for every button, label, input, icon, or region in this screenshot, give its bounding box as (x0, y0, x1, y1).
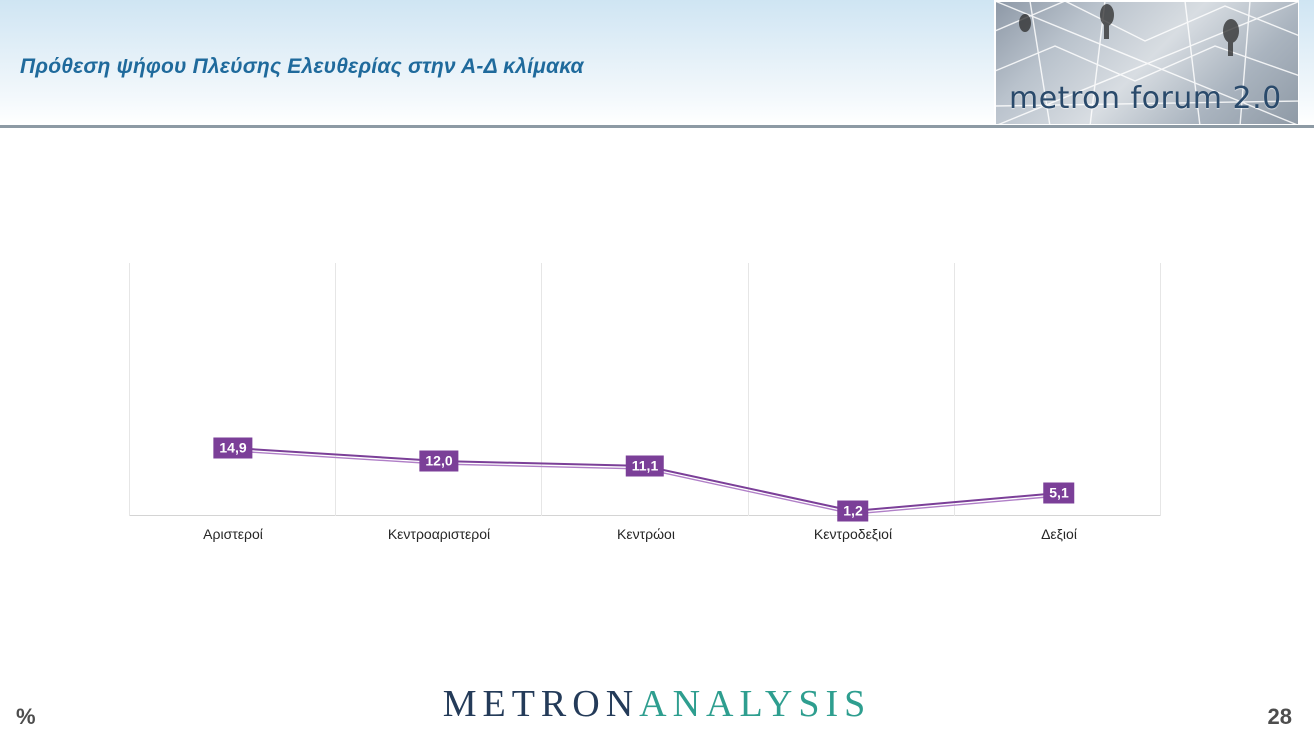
x-tick-label: Κεντροδεξιοί (813, 526, 893, 542)
x-tick-label: Δεξιοί (1041, 526, 1077, 542)
percent-symbol: % (16, 704, 36, 729)
page-title: Πρόθεση ψήφου Πλεύσης Ελευθερίας στην Α-Δ κλίμακα (20, 55, 584, 78)
data-label: 12,0 (419, 451, 458, 472)
data-label: 1,2 (837, 501, 868, 522)
page-number: 28 (1267, 704, 1292, 729)
series-line (129, 263, 1161, 516)
x-axis-labels (129, 526, 1161, 550)
wordmark-part-metron: METRON (442, 683, 640, 725)
logo-wordmark: metron forum 2.0 (1009, 81, 1282, 116)
wordmark-part-analysis: ANALYSIS (639, 683, 872, 725)
x-tick-label: Κεντρώοι (617, 526, 675, 542)
data-label: 14,9 (213, 438, 252, 459)
x-tick-label: Κεντροαριστεροί (387, 526, 491, 542)
data-label: 5,1 (1043, 483, 1074, 504)
x-tick-label: Αριστεροί (203, 526, 263, 542)
metron-forum-logo (994, 0, 1299, 125)
data-label: 11,1 (626, 456, 664, 477)
plot-area (129, 263, 1161, 519)
metron-analysis-wordmark (0, 682, 1314, 726)
line-chart (129, 263, 1161, 519)
slide-header (0, 0, 1314, 128)
